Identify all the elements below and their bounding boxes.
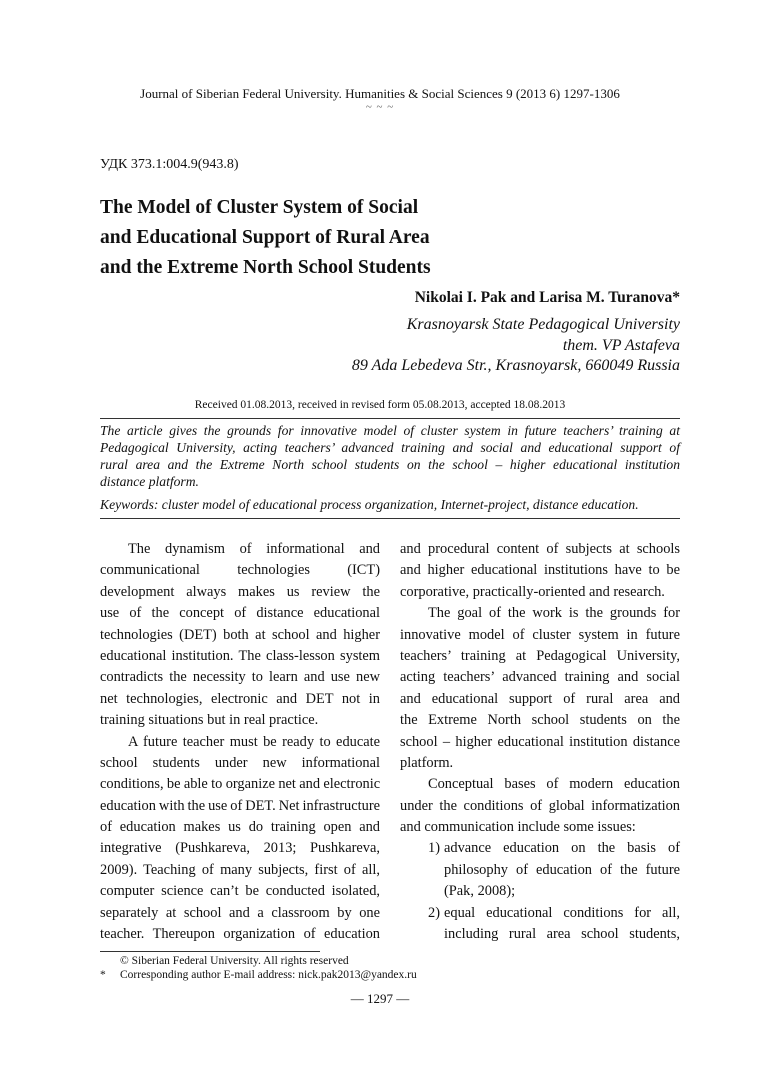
paragraph-line: integrative (Pushkareva, 2013; Pushkareva, xyxy=(100,840,380,857)
udk-code: УДК 373.1:004.9(943.8) xyxy=(100,157,239,172)
footnote-divider xyxy=(100,951,320,952)
paragraph-line: teachers’ training at Pedagogical University, xyxy=(400,647,680,664)
journal-header: Journal of Siberian Federal University. Humanities & Social Sciences 9 (2013 6) 1297-1306 xyxy=(140,86,620,101)
divider xyxy=(100,418,680,419)
paragraph-line: The goal of the work is the grounds for xyxy=(428,605,680,622)
list-item-line xyxy=(400,881,680,902)
paragraph-line: A future teacher must be ready to educate xyxy=(128,733,380,750)
paragraph-line: the Extreme North school students on the xyxy=(400,712,680,729)
affiliation-line: 89 Ada Lebedeva Str., Krasnoyarsk, 660049 Russia xyxy=(351,357,680,374)
list-item-line xyxy=(400,838,680,859)
paragraph-line: The dynamism of informational and xyxy=(128,541,380,557)
list-text: equal educational conditions for all, xyxy=(444,904,680,921)
title-line: and the Extreme North School Students xyxy=(100,257,431,278)
paragraph-line: innovative model of cluster system in future xyxy=(400,626,680,643)
paragraph-line: acting teachers’ advanced training and social xyxy=(400,669,680,686)
list-number: 2) xyxy=(428,904,440,921)
list-text: philosophy of education of the future xyxy=(444,861,680,878)
paragraph-line: communicational technologies (ICT) xyxy=(100,562,380,579)
paragraph-line: education with the use of DET. Net infrastructure xyxy=(100,797,380,814)
paragraph-line: separately at school and a classroom by one xyxy=(100,904,380,921)
paragraph-line: platform. xyxy=(400,754,454,771)
list-item-line xyxy=(400,924,680,945)
page-number: — 1297 — xyxy=(350,991,410,1006)
affiliation-line: Krasnoyarsk State Pedagogical University xyxy=(406,316,680,333)
received-dates: Received 01.08.2013, received in revised form 05.08.2013, accepted 18.08.2013 xyxy=(194,399,566,411)
paragraph-line: training situations but in real practice. xyxy=(100,712,319,729)
title-line: and Educational Support of Rural Area xyxy=(100,227,430,248)
paragraph-line: contradicts the necessity to learn and use new xyxy=(100,669,380,686)
list-text: advance education on the basis of xyxy=(444,840,680,857)
keywords: Keywords: cluster model of educational process organization, Internet-project, distance education. xyxy=(100,497,639,512)
title-line: The Model of Cluster System of Social xyxy=(100,197,419,218)
paragraph-line: development always makes us review the xyxy=(100,583,380,600)
paragraph-line: computer science can’t be conducted isolated, xyxy=(100,883,380,900)
paragraph-line: school students under new informational xyxy=(100,754,380,771)
paragraph-line: conditions, be able to organize net and electronic xyxy=(100,776,381,793)
body-right-column xyxy=(400,539,680,945)
abstract-line: The article gives the grounds for innovative model of cluster system in future teachers’ training at xyxy=(100,423,680,438)
abstract xyxy=(100,422,680,490)
footnote-mark: * xyxy=(100,969,106,981)
paragraph-line: and procedural content of subjects at schools xyxy=(400,541,680,557)
paragraph-line: technologies (DET) both at school and higher xyxy=(100,626,380,643)
footnotes xyxy=(100,954,417,982)
affiliation xyxy=(352,315,680,377)
body-left-column xyxy=(100,539,380,945)
paragraph-line: use of the concept of distance educational xyxy=(100,605,380,622)
corresponding-author-note: Corresponding author E-mail address: nick.pak2013@yandex.ru xyxy=(120,969,417,981)
paragraph-line: and educational support of rural area and xyxy=(400,690,680,707)
paragraph-line: educational institution. The class-lesson system xyxy=(100,647,380,664)
paragraph-line: corporative, practically-oriented and research. xyxy=(400,583,665,600)
article-title xyxy=(100,193,431,283)
paragraph-line: and higher educational institutions have to be xyxy=(400,562,680,579)
abstract-line: rural area and the Extreme North school students on the school – higher educational institution xyxy=(100,457,680,472)
list-number xyxy=(400,881,444,902)
abstract-line: Pedagogical University, acting teachers’ advanced training and social and educational support of xyxy=(100,440,680,455)
authors: Nikolai I. Pak and Larisa M. Turanova* xyxy=(414,289,680,306)
paragraph-line: of education makes us do training open and xyxy=(100,819,380,836)
abstract-line: distance platform. xyxy=(100,474,199,489)
list-text: (Pak, 2008); xyxy=(444,883,516,900)
divider xyxy=(100,518,680,519)
list-number xyxy=(400,924,444,945)
affiliation-line: them. VP Astafeva xyxy=(562,336,680,354)
copyright-note: © Siberian Federal University. All rights reserved xyxy=(120,955,349,967)
list-text: including rural area school students, xyxy=(444,926,680,943)
list-item-line xyxy=(400,860,680,881)
paragraph-line: Conceptual bases of modern education xyxy=(428,776,680,793)
paragraph-line: and communication include some issues: xyxy=(400,819,636,836)
paragraph-line: 2009). Teaching of many subjects, first of all, xyxy=(100,861,380,878)
header-separator: ~ ~ ~ xyxy=(365,101,395,113)
paragraph-line: net technologies, electronic and DET not in xyxy=(100,690,380,707)
paragraph-line: under the conditions of global informatization xyxy=(400,797,680,814)
paragraph-line: school – higher educational institution distance xyxy=(400,733,680,750)
paragraph-line: teacher. Thereupon organization of education xyxy=(100,926,380,943)
list-number xyxy=(400,860,444,881)
list-number: 1) xyxy=(428,840,440,857)
list-item-line xyxy=(400,903,680,924)
